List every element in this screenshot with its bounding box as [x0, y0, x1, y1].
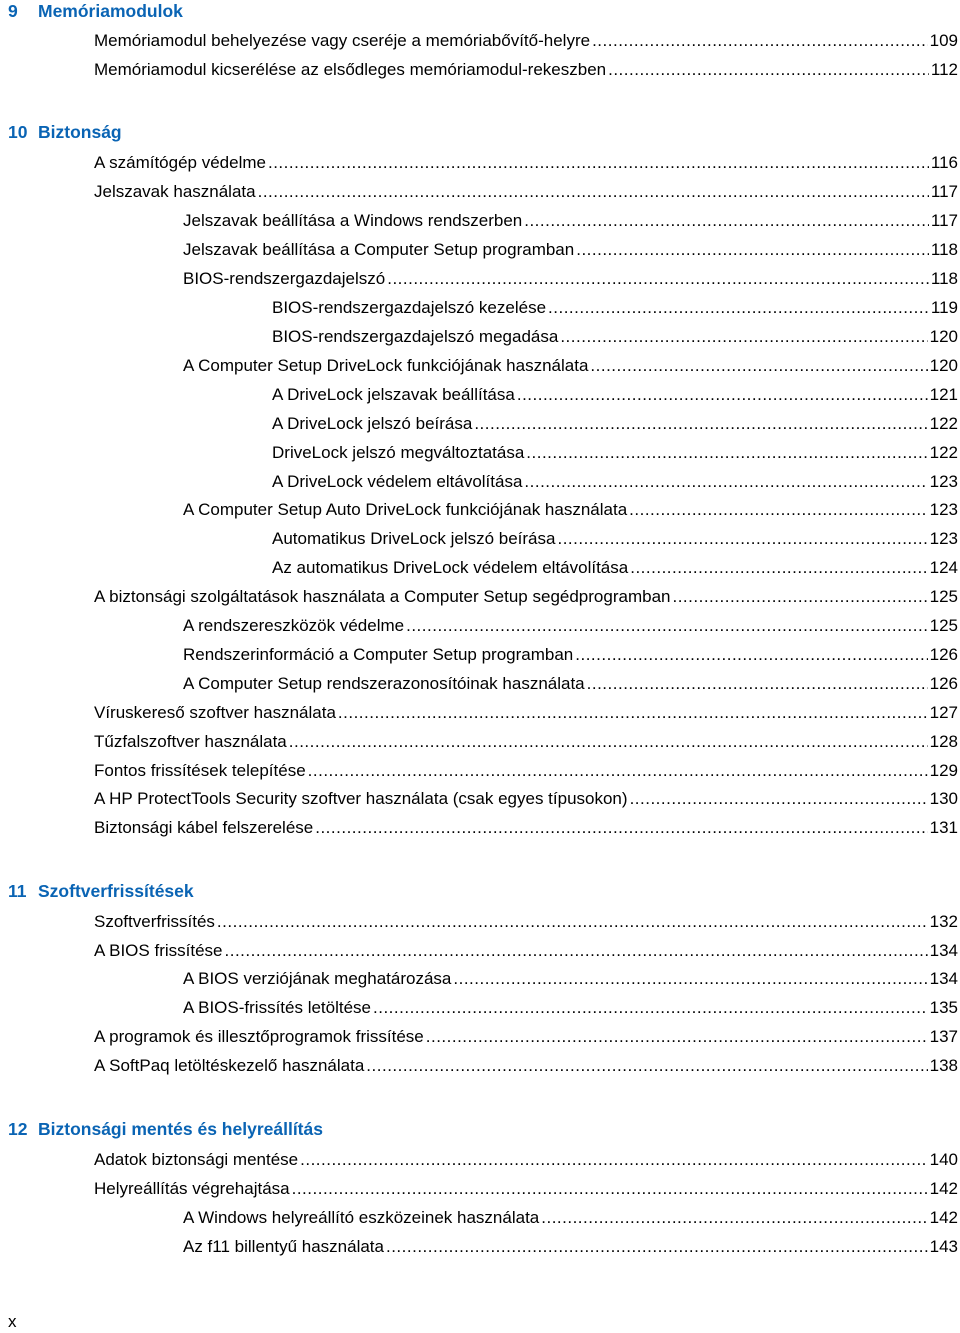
- toc-entry-page: 126: [929, 674, 958, 693]
- toc-entry-page: 134: [929, 941, 958, 960]
- dot-leader: [300, 1149, 928, 1171]
- toc-entry[interactable]: [94, 1178, 958, 1200]
- dot-leader: [225, 940, 928, 962]
- chapter-number: 11: [8, 881, 27, 901]
- toc-entry-page: 123: [929, 472, 958, 491]
- dot-leader: [366, 1055, 927, 1077]
- toc-entry[interactable]: [183, 644, 958, 666]
- toc-entry-page: 112: [930, 60, 958, 79]
- dot-leader: [289, 731, 928, 753]
- toc-entry-title: A Computer Setup Auto DriveLock funkciójának használata: [183, 500, 628, 519]
- chapter-title: Biztonság: [38, 122, 122, 142]
- toc-entry-title: A SoftPaq letöltéskezelő használata: [94, 1056, 365, 1075]
- dot-leader: [672, 586, 927, 608]
- toc-entry-page: 120: [929, 327, 958, 346]
- toc-entry[interactable]: [94, 1149, 958, 1171]
- chapter-number: 10: [8, 122, 28, 142]
- chapter-title: Szoftverfrissítések: [38, 881, 194, 901]
- dot-leader: [426, 1026, 928, 1048]
- toc-entry-page: 143: [929, 1237, 958, 1256]
- toc-entry-title: A DriveLock védelem eltávolítása: [272, 472, 523, 491]
- toc-entry-page: 126: [929, 645, 958, 664]
- toc-entry[interactable]: [94, 152, 958, 174]
- toc-entry-page: 123: [929, 500, 958, 519]
- dot-leader: [217, 911, 928, 933]
- chapter-heading[interactable]: [8, 121, 122, 143]
- chapter-heading[interactable]: [8, 880, 194, 902]
- toc-entry-page: 132: [929, 912, 958, 931]
- toc-entry[interactable]: [272, 413, 958, 435]
- toc-entry[interactable]: [272, 384, 958, 406]
- toc-entry-title: Memóriamodul kicserélése az elsődleges memóriamodul-rekeszben: [94, 60, 607, 79]
- toc-entry-page: 121: [929, 385, 958, 404]
- chapter-heading[interactable]: [8, 0, 183, 22]
- toc-entry[interactable]: [183, 615, 958, 637]
- chapter-number: 12: [8, 1119, 28, 1139]
- toc-entry-title: A BIOS verziójának meghatározása: [183, 969, 452, 988]
- dot-leader: [373, 997, 928, 1019]
- toc-entry-title: Jelszavak beállítása a Computer Setup programban: [183, 240, 575, 259]
- dot-leader: [526, 442, 927, 464]
- toc-entry[interactable]: [183, 239, 958, 261]
- toc-entry[interactable]: [94, 788, 958, 810]
- toc-entry-title: A BIOS-frissítés letöltése: [183, 998, 372, 1017]
- dot-leader: [629, 499, 927, 521]
- dot-leader: [517, 384, 928, 406]
- toc-entry-page: 119: [930, 298, 958, 317]
- toc-entry-page: 122: [929, 414, 958, 433]
- dot-leader: [576, 239, 929, 261]
- toc-entry[interactable]: [94, 817, 958, 839]
- toc-entry-title: A DriveLock jelszavak beállítása: [272, 385, 515, 404]
- toc-entry-page: 116: [930, 153, 958, 172]
- toc-entry-title: A Windows helyreállító eszközeinek használata: [183, 1208, 540, 1227]
- toc-entry-title: Biztonsági kábel felszerelése: [94, 818, 314, 837]
- dot-leader: [474, 413, 927, 435]
- page-number: x: [8, 1312, 17, 1331]
- chapter-title: Biztonsági mentés és helyreállítás: [38, 1119, 323, 1139]
- toc-entry[interactable]: [94, 1055, 958, 1077]
- toc-entry-title: Fontos frissítések telepítése: [94, 761, 306, 780]
- toc-entry-page: 129: [929, 761, 958, 780]
- toc-entry[interactable]: [272, 471, 958, 493]
- dot-leader: [258, 181, 929, 203]
- toc-entry-page: 142: [929, 1179, 958, 1198]
- dot-leader: [587, 673, 928, 695]
- toc-entry-page: 130: [929, 789, 958, 808]
- dot-leader: [315, 817, 927, 839]
- toc-entry-title: Víruskereső szoftver használata: [94, 703, 336, 722]
- toc-entry-page: 142: [929, 1208, 958, 1227]
- toc-entry-page: 127: [929, 703, 958, 722]
- toc-entry-title: A rendszereszközök védelme: [183, 616, 405, 635]
- toc-entry-title: Az automatikus DriveLock védelem eltávolítása: [272, 558, 629, 577]
- toc-entry-title: Tűzfalszoftver használata: [94, 732, 287, 751]
- toc-entry-title: A BIOS frissítése: [94, 941, 223, 960]
- toc-entry[interactable]: [94, 59, 958, 81]
- toc-entry-title: Szoftverfrissítés: [94, 912, 215, 931]
- toc-entry-page: 128: [929, 732, 958, 751]
- toc-entry[interactable]: [94, 181, 958, 203]
- chapter-number: 9: [8, 1, 18, 21]
- toc-entry[interactable]: [94, 911, 958, 933]
- dot-leader: [406, 615, 928, 637]
- toc-entry-title: Az f11 billentyű használata: [183, 1237, 384, 1256]
- toc-entry-page: 140: [929, 1150, 958, 1169]
- toc-entry[interactable]: [183, 1236, 958, 1258]
- dot-leader: [338, 702, 928, 724]
- toc-entry[interactable]: [272, 557, 958, 579]
- toc-entry[interactable]: [183, 968, 958, 990]
- toc-entry-page: 117: [930, 182, 958, 201]
- dot-leader: [560, 326, 927, 348]
- toc-entry[interactable]: [272, 528, 958, 550]
- dot-leader: [386, 1236, 928, 1258]
- toc-entry-title: Jelszavak beállítása a Windows rendszerben: [183, 211, 523, 230]
- toc-entry-page: 120: [929, 356, 958, 375]
- toc-entry-page: 122: [929, 443, 958, 462]
- toc-entry-page: 131: [929, 818, 958, 837]
- chapter-title: Memóriamodulok: [38, 1, 183, 21]
- toc-entry-page: 123: [929, 529, 958, 548]
- dot-leader: [308, 760, 928, 782]
- toc-entry-page: 125: [929, 616, 958, 635]
- toc-entry[interactable]: [183, 355, 958, 377]
- toc-entry[interactable]: [183, 997, 958, 1019]
- dot-leader: [608, 59, 929, 81]
- toc-entry[interactable]: [94, 586, 958, 608]
- toc-entry-title: Adatok biztonsági mentése: [94, 1150, 299, 1169]
- toc-entry-title: DriveLock jelszó megváltoztatása: [272, 443, 525, 462]
- toc-entry-title: BIOS-rendszergazdajelszó megadása: [272, 327, 559, 346]
- toc-entry-title: A HP ProtectTools Security szoftver használata (csak egyes típusokon): [94, 789, 628, 808]
- dot-leader: [387, 268, 929, 290]
- dot-leader: [548, 297, 929, 319]
- toc-entry[interactable]: [272, 442, 958, 464]
- toc-entry-title: A DriveLock jelszó beírása: [272, 414, 473, 433]
- toc-entry[interactable]: [183, 268, 958, 290]
- toc-entry-page: 109: [929, 31, 958, 50]
- chapter-heading[interactable]: [8, 1118, 323, 1140]
- toc-entry[interactable]: [94, 760, 958, 782]
- toc-entry[interactable]: [94, 731, 958, 753]
- toc-entry[interactable]: [183, 1207, 958, 1229]
- dot-leader: [590, 355, 927, 377]
- toc-entry-title: A biztonsági szolgáltatások használata a Computer Setup segédprogramban: [94, 587, 671, 606]
- dot-leader: [524, 210, 929, 232]
- toc-entry-page: 137: [929, 1027, 958, 1046]
- toc-entry-title: Rendszerinformáció a Computer Setup programban: [183, 645, 574, 664]
- toc-entry[interactable]: [94, 30, 958, 52]
- toc-entry-page: 117: [930, 211, 958, 230]
- toc-entry[interactable]: [94, 940, 958, 962]
- dot-leader: [557, 528, 927, 550]
- toc-entry-page: 125: [929, 587, 958, 606]
- toc-entry[interactable]: [94, 1026, 958, 1048]
- toc-entry-title: Automatikus DriveLock jelszó beírása: [272, 529, 556, 548]
- toc-entry-title: A Computer Setup DriveLock funkciójának használata: [183, 356, 589, 375]
- toc-entry-page: 118: [930, 269, 958, 288]
- dot-leader: [268, 152, 929, 174]
- dot-leader: [630, 788, 928, 810]
- dot-leader: [524, 471, 927, 493]
- toc-entry-page: 138: [929, 1056, 958, 1075]
- dot-leader: [592, 30, 928, 52]
- toc-entry-title: BIOS-rendszergazdajelszó: [183, 269, 386, 288]
- toc-entry-title: A számítógép védelme: [94, 153, 266, 172]
- toc-entry-page: 124: [929, 558, 958, 577]
- toc-entry-title: A programok és illesztőprogramok frissítése: [94, 1027, 424, 1046]
- dot-leader: [541, 1207, 927, 1229]
- toc-entry[interactable]: [183, 499, 958, 521]
- dot-leader: [453, 968, 927, 990]
- toc-entry[interactable]: [94, 702, 958, 724]
- toc-entry[interactable]: [272, 297, 958, 319]
- dot-leader: [630, 557, 927, 579]
- toc-entry[interactable]: [183, 673, 958, 695]
- toc-entry-title: Memóriamodul behelyezése vagy cseréje a memóriabővítő-helyre: [94, 31, 591, 50]
- toc-entry-page: 118: [930, 240, 958, 259]
- toc-entry-title: Helyreállítás végrehajtása: [94, 1179, 290, 1198]
- toc-entry[interactable]: [272, 326, 958, 348]
- toc-entry-page: 135: [929, 998, 958, 1017]
- toc-entry-title: BIOS-rendszergazdajelszó kezelése: [272, 298, 547, 317]
- toc-entry[interactable]: [183, 210, 958, 232]
- toc-entry-page: 134: [929, 969, 958, 988]
- toc-entry-title: Jelszavak használata: [94, 182, 256, 201]
- dot-leader: [575, 644, 927, 666]
- dot-leader: [292, 1178, 928, 1200]
- toc-entry-title: A Computer Setup rendszerazonosítóinak használata: [183, 674, 585, 693]
